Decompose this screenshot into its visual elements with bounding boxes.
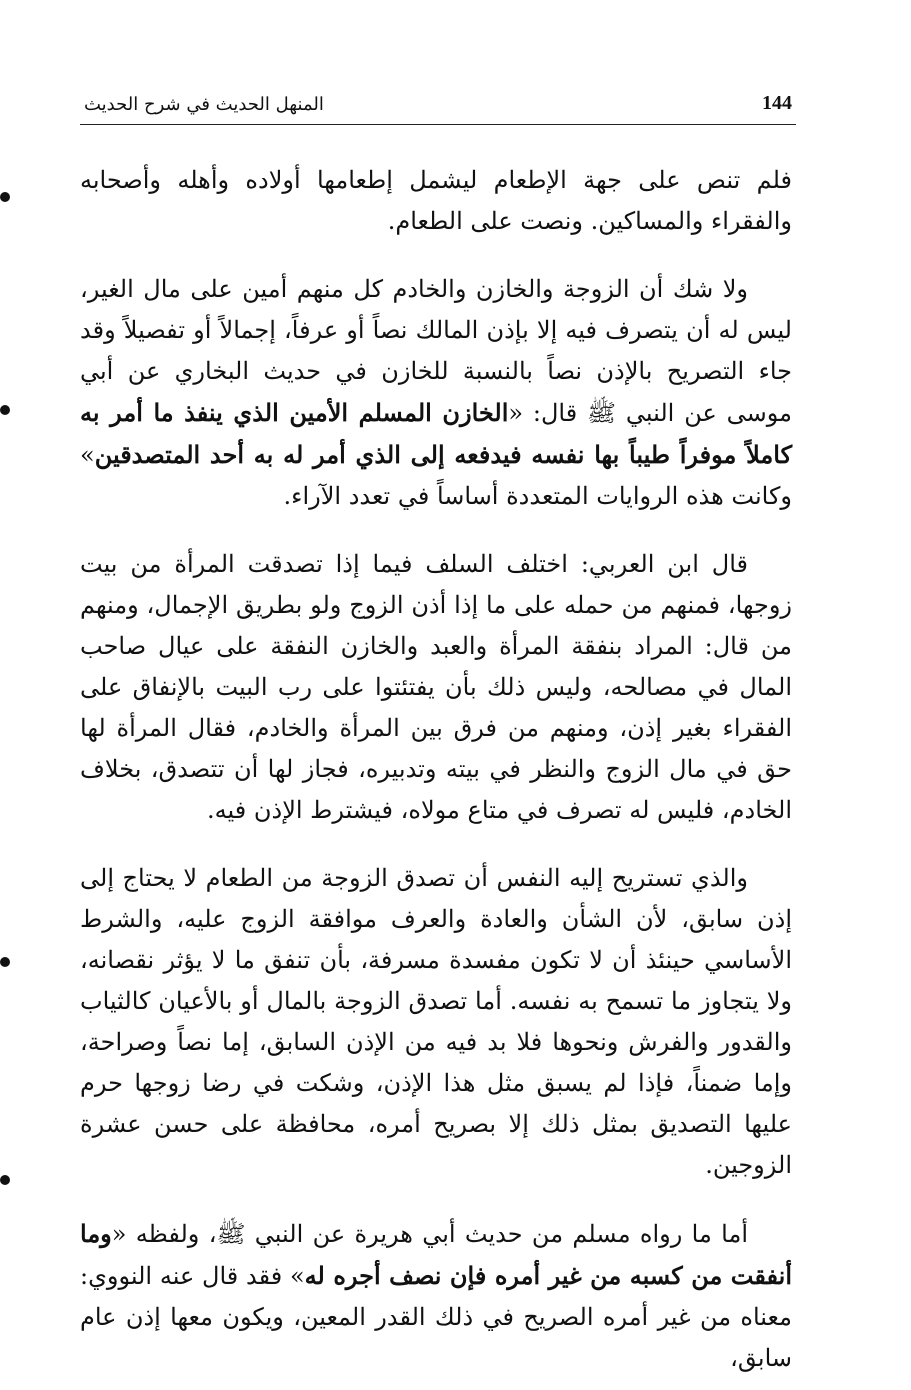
margin-mark	[0, 1175, 10, 1185]
text-segment: أما ما رواه مسلم من حديث أبي هريرة عن النبي ﷺ، ولفظه «	[111, 1220, 748, 1248]
margin-mark	[0, 957, 10, 967]
hadith-quote: الخازن المسلم الأمين الذي ينفذ ما أمر به كاملاً موفراً طيباً بها نفسه فيدفعه إلى الذي أمر له به أحد المتصدقين	[80, 398, 792, 469]
page-number: 144	[762, 92, 792, 114]
page-header	[80, 88, 796, 125]
text-segment: فلم تنص على جهة الإطعام ليشمل إطعامها أولاده وأهله وأصحابه والفقراء والمساكين. ونصت على الطعام.	[80, 166, 792, 235]
running-title: المنهل الحديث في شرح الحديث	[84, 94, 324, 115]
paragraph-2	[80, 269, 792, 517]
body-text	[80, 160, 792, 1379]
hadith-quote: وما أنفقت من كسبه من غير أمره فإن نصف أجره له	[80, 1219, 792, 1290]
paragraph-5	[80, 1213, 792, 1379]
paragraph-1	[80, 160, 792, 242]
text-segment: والذي تستريح إليه النفس أن تصدق الزوجة من الطعام لا يحتاج إلى إذن سابق، لأن الشأن والعادة والعرف موافقة الزوج عليه، والشرط الأساسي حينئذ أن لا تكون مفسدة مسرفة، بأن تنفق ما لا يؤثر نقصانه، ولا يتجاوز ما تسمح به نفسه. أما تصدق الزوجة بالمال أو بالأعيان كالثياب والقدور والفرش ونحوها فلا بد فيه من الإذن السابق، إما نصاً وصراحة، وإما ضمناً، فإذا لم يسبق مثل هذا الإذن، وشكت في رضا زوجها حرم عليها التصديق بمثل ذلك إلا بصريح أمره، محافظة على حسن عشرة الزوجين.	[80, 864, 793, 1179]
text-segment: » وكانت هذه الروايات المتعددة أساساً في تعدد الآراء.	[80, 441, 792, 510]
text-segment: » فقد قال عنه النووي: معناه من غير أمره الصريح في ذلك القدر المعين، ويكون معها إذن عام سابق،	[80, 1262, 792, 1372]
margin-mark	[0, 192, 10, 202]
paragraph-3	[80, 544, 792, 831]
margin-mark	[0, 405, 10, 415]
text-segment: ولا شك أن الزوجة والخازن والخادم كل منهم أمين على مال الغير، ليس له أن يتصرف فيه إلا بإذن المالك نصاً أو عرفاً، إجمالاً أو تفصيلاً وقد جاء التصريح بالإذن نصاً بالنسبة للخازن في حديث البخاري عن أبي موسى عن النبي ﷺ قال: «	[80, 275, 792, 427]
text-segment: قال ابن العربي: اختلف السلف فيما إذا تصدقت المرأة من بيت زوجها، فمنهم من حمله على ما إذا أذن الزوج ولو بطريق الإجمال، ومنهم من قال: المراد بنفقة المرأة والعبد والخازن النفقة على عيال صاحب المال في مصالحه، وليس ذلك بأن يفتئتوا على رب البيت بالإنفاق على الفقراء بغير إذن، ومنهم من فرق بين المرأة والخادم، فقال المرأة لها حق في مال الزوج والنظر في بيته وتدبيره، فجاز لها أن تتصدق، بخلاف الخادم، فليس له تصرف في متاع مولاه، فيشترط الإذن فيه.	[80, 550, 792, 824]
paragraph-4	[80, 858, 792, 1186]
